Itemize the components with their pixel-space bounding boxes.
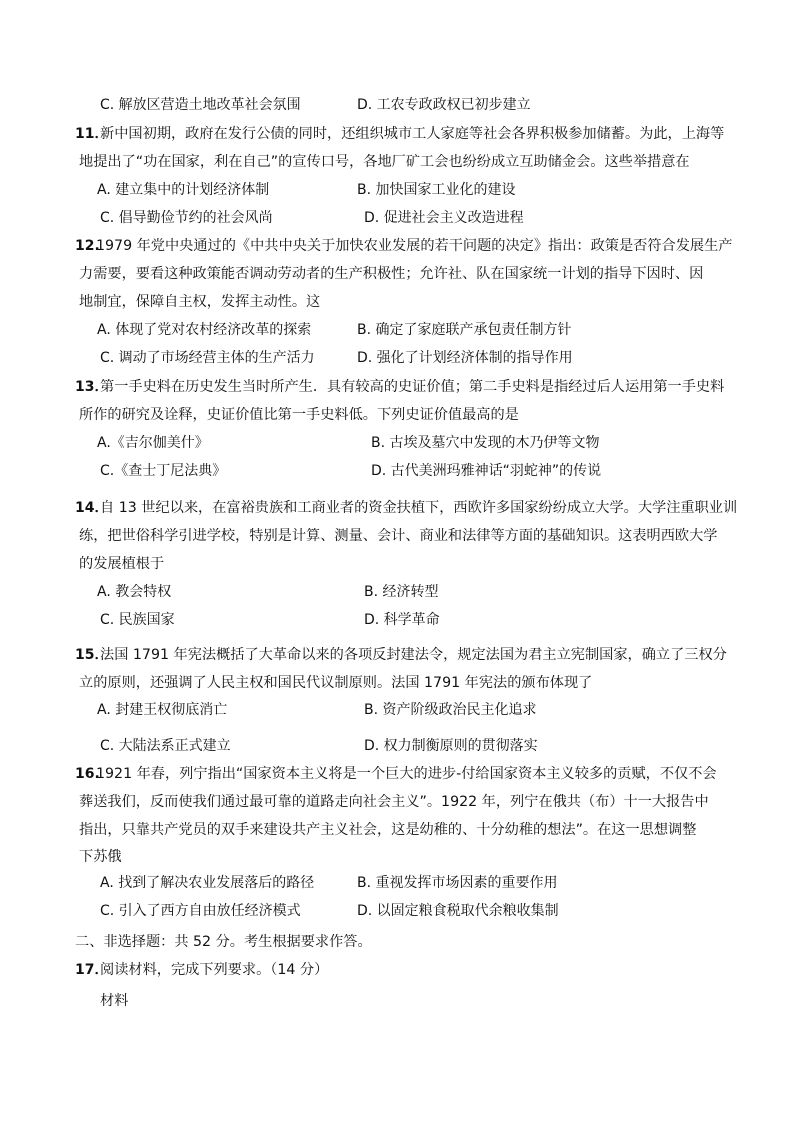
- q14-option-d: D. 科学革命: [364, 612, 440, 628]
- q11-stem-line-2: 地提出了“功在国家，利在自己”的宣传口号，各地厂矿工会也纷纷成立互助储金会。这些举措意在: [79, 154, 690, 170]
- q12-option-d: D. 强化了计划经济体制的指导作用: [357, 350, 573, 366]
- q16-number: 16.: [75, 766, 100, 782]
- section-2-heading: 二、非选择题：共 52 分。考生根据要求作答。: [75, 934, 372, 950]
- q14-stem-line-1: 自 13 世纪以来，在富裕贵族和工商业者的资金扶植下，西欧许多国家纷纷成立大学。大学注重职业训: [100, 500, 738, 516]
- q14-option-b: B. 经济转型: [364, 584, 439, 600]
- q10-option-c: C. 解放区营造土地改革社会氛围: [100, 97, 301, 113]
- q12-number: 12.: [75, 238, 100, 254]
- q13-number: 13．: [75, 379, 109, 395]
- q10-option-d: D. 工农专政政权已初步建立: [357, 97, 531, 113]
- q16-stem-line-4: 下苏俄: [79, 849, 122, 865]
- q16-stem-line-1: 1921 年春，列宁指出“国家资本主义将是一个巨大的进步-付给国家资本主义较多的贡赋，不仅不会: [96, 766, 717, 782]
- q14-option-a: A. 教会特权: [97, 584, 172, 600]
- q13-stem-line-2: 所作的研究及诠释，史证价值比第一手史料低。下列史证价值最高的是: [79, 407, 519, 423]
- q16-option-c: C. 引入了西方自由放任经济模式: [100, 903, 301, 919]
- q16-stem-line-3: 指出，只靠共产党员的双手来建设共产主义社会，这是幼稚的、十分幼稚的想法”。在这一思想调整: [79, 822, 697, 838]
- q11-option-a: A. 建立集中的计划经济体制: [97, 182, 270, 198]
- q15-option-d: D. 权力制衡原则的贯彻落实: [364, 738, 538, 754]
- q12-stem-line-3: 地制宜，保障自主权，发挥主动性。这: [79, 294, 321, 310]
- q11-option-d: D. 促进社会主义改造进程: [364, 210, 524, 226]
- q15-option-b: B. 资产阶级政治民主化追求: [364, 702, 537, 718]
- q13-option-b: B. 古埃及墓穴中发现的木乃伊等文物: [371, 435, 600, 451]
- q16-stem-line-2: 葬送我们，反而使我们通过最可靠的道路走向社会主义”。1922 年，列宁在俄共（布）十一大报告中: [79, 794, 709, 810]
- q16-option-a: A. 找到了解决农业发展落后的路径: [100, 875, 315, 891]
- q12-option-b: B. 确定了家庭联产承包责任制方针: [357, 322, 572, 338]
- q14-option-c: C. 民族国家: [100, 612, 175, 628]
- q12-stem-line-2: 力需要，要看这种政策能否调动劳动者的生产积极性；允许社、队在国家统一计划的指导下因时、因: [79, 266, 704, 282]
- q17-material-label: 材料: [100, 993, 129, 1009]
- q14-number: 14．: [75, 500, 109, 516]
- q11-option-c: C. 倡导勤俭节约的社会风尚: [100, 210, 273, 226]
- q12-stem-line-1: 1979 年党中央通过的《中共中央关于加快农业发展的若干问题的决定》指出：政策是否符合发展生产: [96, 238, 733, 254]
- q16-option-b: B. 重视发挥市场因素的重要作用: [357, 875, 558, 891]
- q16-option-d: D. 以固定粮食税取代余粮收集制: [357, 903, 559, 919]
- q17-number: 17．: [75, 962, 109, 978]
- q11-number: 11．: [75, 126, 109, 142]
- q11-stem-line-1: 新中国初期，政府在发行公债的同时，还组织城市工人家庭等社会各界积极参加储蓄。为此，上海等: [100, 126, 725, 142]
- q13-option-d: D. 古代美洲玛雅神话“羽蛇神”的传说: [371, 463, 602, 479]
- q14-stem-line-2: 练，把世俗科学引进学校，特别是计算、测量、会计、商业和法律等方面的基础知识。这表明西欧大学: [79, 528, 718, 544]
- q13-stem-line-1: 第一手史料在历史发生当时所产生．具有较高的史证价值；第二手史料是指经过后人运用第一手史料: [100, 379, 725, 395]
- q12-option-a: A. 体现了党对农村经济改革的探索: [97, 322, 312, 338]
- q15-number: 15．: [75, 647, 109, 663]
- q14-stem-line-3: 的发展植根于: [79, 556, 165, 572]
- q15-option-a: A. 封建王权彻底消亡: [97, 702, 228, 718]
- q13-option-a: A.《吉尔伽美什》: [97, 435, 209, 451]
- q13-option-c: C.《查士丁尼法典》: [100, 463, 227, 479]
- q15-option-c: C. 大陆法系正式建立: [100, 738, 231, 754]
- q11-option-b: B. 加快国家工业化的建设: [357, 182, 516, 198]
- q15-stem-line-1: 法国 1791 年宪法概括了大革命以来的各项反封建法令，规定法国为君主立宪制国家，确立了三权分: [100, 647, 727, 663]
- q12-option-c: C. 调动了市场经营主体的生产活力: [100, 350, 315, 366]
- q17-stem: 阅读材料，完成下列要求。（14 分）: [100, 962, 329, 978]
- q15-stem-line-2: 立的原则，还强调了人民主权和国民代议制原则。法国 1791 年宪法的颁布体现了: [79, 675, 593, 691]
